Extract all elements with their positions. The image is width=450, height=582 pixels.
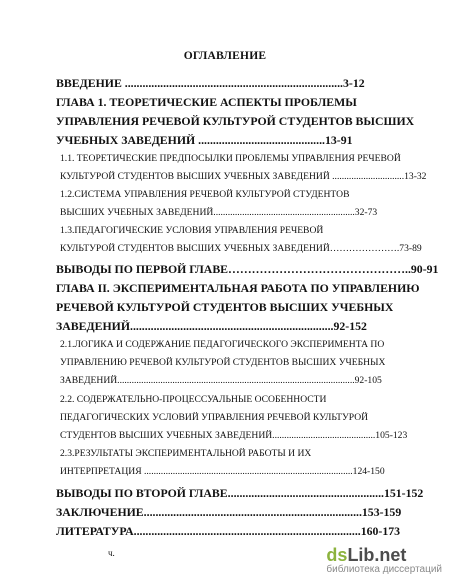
toc-section-2-3-line-1: 2.3.РЕЗУЛЬТАТЫ ЭКСПЕРИМЕНТАЛЬНОЙ РАБОТЫ И ИХ — [60, 448, 312, 459]
toc-conclusions-chapter-1: ВЫВОДЫ ПО ПЕРВОЙ ГЛАВЕ………………………………………..90-91 — [56, 262, 439, 276]
toc-section-2-2-line-3: СТУДЕНТОВ ВЫСШИХ УЧЕБНЫХ ЗАВЕДЕНИЙ...........................................105-123 — [60, 430, 408, 441]
toc-entry-introduction: ВВЕДЕНИЕ ..........................................................................3-12 — [56, 76, 365, 90]
toc-section-2-2-line-2: ПЕДАГОГИЧЕСКИХ УСЛОВИЙ УПРАВЛЕНИЯ РЕЧЕВОЙ КУЛЬТУРОЙ — [60, 412, 369, 423]
toc-chapter-2-line-3: ЗАВЕДЕНИЙ.....................................................................92-152 — [56, 319, 367, 333]
page-title: ОГЛАВЛЕНИЕ — [183, 50, 267, 62]
toc-chapter-1-line-3: УЧЕБНЫХ ЗАВЕДЕНИЙ ...........................................13-91 — [56, 133, 353, 147]
toc-chapter-1-line-1: ГЛАВА 1. ТЕОРЕТИЧЕСКИЕ АСПЕКТЫ ПРОБЛЕМЫ — [56, 95, 357, 109]
toc-section-1-3-line-1: 1.3.ПЕДАГОГИЧЕСКИЕ УСЛОВИЯ УПРАВЛЕНИЯ РЕЧЕВОЙ — [60, 225, 324, 236]
toc-section-1-1-line-1: 1.1. ТЕОРЕТИЧЕСКИЕ ПРЕДПОСЫЛКИ ПРОБЛЕМЫ УПРАВЛЕНИЯ РЕЧЕВОЙ — [60, 153, 401, 164]
toc-literature: ЛИТЕРАТУРА.............................................................................160-173 — [56, 524, 401, 538]
toc-conclusions-chapter-2: ВЫВОДЫ ПО ВТОРОЙ ГЛАВЕ.....................................................151-152 — [56, 486, 424, 500]
toc-section-2-3-line-2: ИНТЕРПРЕТАЦИЯ .......................................................................................124-150 — [60, 466, 385, 477]
toc-chapter-2-line-1: ГЛАВА II. ЭКСПЕРИМЕНТАЛЬНАЯ РАБОТА ПО УПРАВЛЕНИЮ — [56, 281, 420, 295]
toc-section-1-1-line-2: КУЛЬТУРОЙ СТУДЕНТОВ ВЫСШИХ УЧЕБНЫХ ЗАВЕДЕНИЙ ..............................13-32 — [60, 171, 427, 182]
toc-section-1-2-line-2: ВЫСШИХ УЧЕБНЫХ ЗАВЕДЕНИЙ...........................................................32-73 — [60, 207, 378, 218]
toc-conclusion: ЗАКЛЮЧЕНИЕ..........................................................................153-159 — [56, 505, 402, 519]
watermark-logo — [326, 546, 442, 576]
toc-section-1-2-line-1: 1.2.СИСТЕМА УПРАВЛЕНИЯ РЕЧЕВОЙ КУЛЬТУРОЙ СТУДЕНТОВ — [60, 189, 350, 200]
footer-mark: ч. — [108, 548, 115, 558]
watermark-lib: Lib.net — [347, 545, 407, 565]
toc-section-2-1-line-1: 2.1.ЛОГИКА И СОДЕРЖАНИЕ ПЕДАГОГИЧЕСКОГО ЭКСПЕРИМЕНТА ПО — [60, 339, 385, 350]
toc-section-1-3-line-2: КУЛЬТУРОЙ СТУДЕНТОВ ВЫСШИХ УЧЕБНЫХ ЗАВЕДЕНИЙ………………….73-89 — [60, 243, 422, 254]
watermark-caption: библиотека диссертаций — [326, 564, 442, 575]
toc-chapter-1-line-2: УПРАВЛЕНИЯ РЕЧЕВОЙ КУЛЬТУРОЙ СТУДЕНТОВ ВЫСШИХ — [56, 114, 415, 128]
toc-section-2-1-line-3: ЗАВЕДЕНИЙ...................................................................................................92-105 — [60, 375, 382, 386]
toc-section-2-1-line-2: УПРАВЛЕНИЮ РЕЧЕВОЙ КУЛЬТУРОЙ СТУДЕНТОВ ВЫСШИХ УЧЕБНЫХ — [60, 357, 386, 368]
toc-section-2-2-line-1: 2.2. СОДЕРЖАТЕЛЬНО-ПРОЦЕССУАЛЬНЫЕ ОСОБЕННОСТИ — [60, 394, 327, 405]
toc-chapter-2-line-2: РЕЧЕВОЙ КУЛЬТУРОЙ СТУДЕНТОВ ВЫСШИХ УЧЕБНЫХ — [56, 300, 394, 314]
watermark-ds: ds — [326, 545, 348, 565]
